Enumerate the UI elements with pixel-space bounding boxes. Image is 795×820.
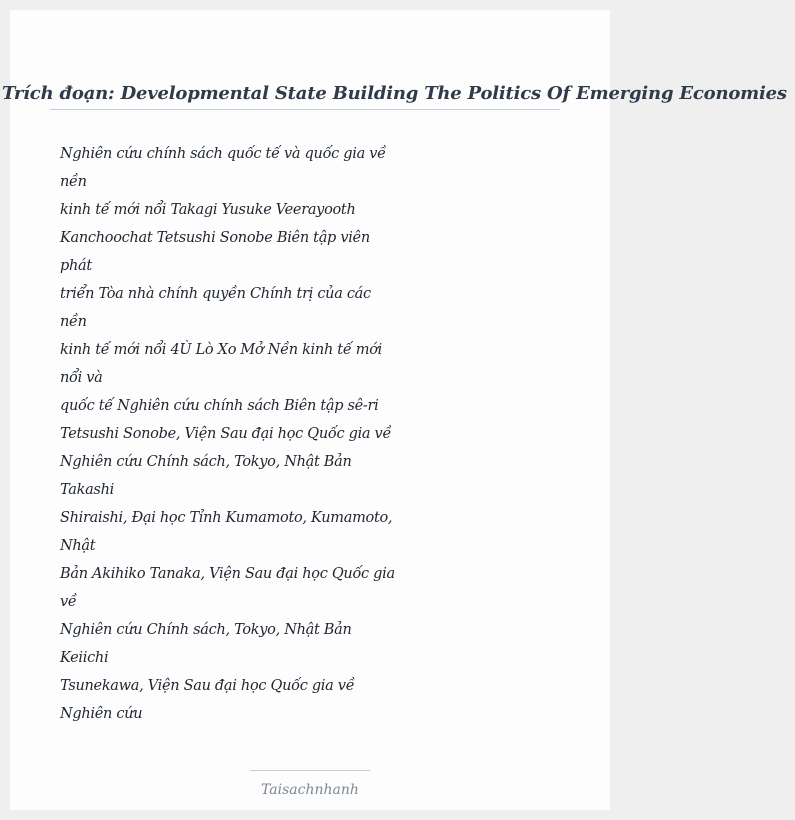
body-line: kinh tế mới nổi Takagi Yusuke Veerayooth — [60, 202, 356, 218]
body-line: phát — [60, 258, 92, 274]
body-line: nền — [60, 174, 87, 190]
body-line: Nghiên cứu Chính sách, Tokyo, Nhật Bản — [60, 454, 352, 470]
body-line: Keiichi — [60, 650, 109, 666]
body-line: kinh tế mới nổi 4Ù Lò Xo Mở Nền kinh tế mới — [60, 342, 382, 358]
body-line: Nghiên cứu chính sách quốc tế và quốc gia về — [60, 146, 386, 162]
excerpt-body — [60, 140, 395, 728]
body-line: nền — [60, 314, 87, 330]
page-title-text: Trích đoạn: Developmental State Building The Politics Of Emerging Economies — [2, 83, 787, 104]
body-line: Bản Akihiko Tanaka, Viện Sau đại học Quốc gia — [60, 566, 395, 582]
body-line: Takashi — [60, 482, 114, 498]
body-line: Nghiên cứu — [60, 706, 143, 722]
body-line: Nghiên cứu Chính sách, Tokyo, Nhật Bản — [60, 622, 352, 638]
body-line: Kanchoochat Tetsushi Sonobe Biên tập viên — [60, 230, 370, 246]
body-line: Shiraishi, Đại học Tỉnh Kumamoto, Kumamoto, — [60, 510, 393, 526]
body-line: quốc tế Nghiên cứu chính sách Biên tập sê-ri — [60, 398, 379, 414]
body-line: nổi và — [60, 370, 103, 386]
footer-site-name: Taisachnhanh — [261, 782, 359, 798]
body-line: về — [60, 594, 77, 610]
document-page — [2, 10, 787, 810]
title-divider — [50, 109, 560, 110]
page-title — [2, 74, 787, 114]
body-line: triển Tòa nhà chính quyền Chính trị của các — [60, 286, 371, 302]
body-line: Tsunekawa, Viện Sau đại học Quốc gia về — [60, 678, 355, 694]
footer-divider — [250, 770, 370, 771]
body-line: Nhật — [60, 538, 96, 554]
body-line: Tetsushi Sonobe, Viện Sau đại học Quốc gia về — [60, 426, 392, 442]
